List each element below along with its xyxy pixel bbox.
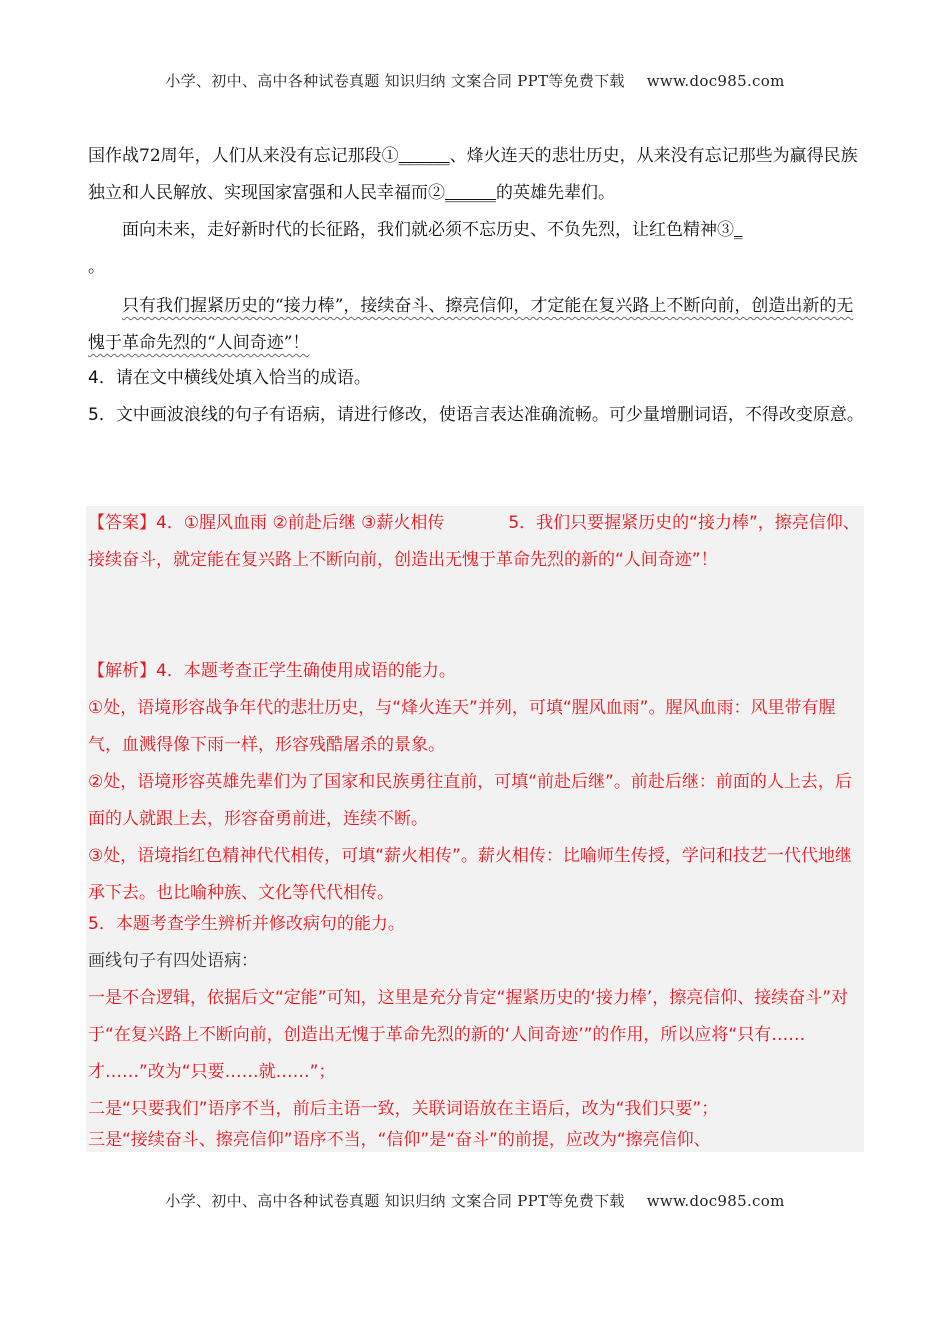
answer-label: 【答案】 [88,513,156,533]
answer-4: 4．①腥风血雨 ②前赴后继 ③薪火相传 [156,513,445,533]
blank-3: _ [734,220,743,240]
header-url[interactable]: www.doc985.com [646,72,785,90]
analysis-line-9: 三是“接续奋斗、擦亮信仰”语序不当，“信仰”是“奋斗”的前提，应改为“擦亮信仰、 [88,1130,711,1150]
question-4: 4．请在文中横线处填入恰当的成语。 [88,368,371,388]
passage-paragraph-2: 面向未来，走好新时代的长征路，我们就必须不忘历史、不负先烈，让红色精神③_ [122,220,743,240]
page-footer [0,1190,950,1211]
blank-1: ______ [398,146,450,166]
passage-paragraph-2-end: 。 [88,257,105,277]
analysis-line-4: ③处，语境指红色精神代代相传，可填“薪火相传”。薪火相传：比喻师生传授，学问和技艺一代代地继承下去。也比喻种族、文化等代代相传。 [88,846,852,903]
analysis-line-8: 二是“只要我们”语序不当，前后主语一致，关联词语放在主语后，改为“我们只要”； [88,1099,719,1119]
blank-2: ______ [445,183,496,203]
passage-paragraph-1: 国作战72周年，人们从来没有忘记那段①______、烽火连天的悲壮历史，从来没有忘记那些为赢得民族独立和人民解放、实现国家富强和人民幸福而②______的英雄先辈们。 [88,146,858,203]
analysis-line-7: 一是不合逻辑，依据后文“定能”可知，这里是充分肯定“握紧历史的‘接力棒’，擦亮信仰、接续奋斗”对于“在复兴路上不断向前，创造出无愧于革命先烈的新的‘人间奇迹’”的作用，所以应将“只有……才……”改为“只要……就……”； [88,988,849,1082]
analysis-line-2: ①处，语境形容战争年代的悲壮历史，与“烽火连天”并列，可填“腥风血雨”。腥风血雨：风里带有腥气，血溅得像下雨一样，形容残酷屠杀的景象。 [88,698,836,755]
analysis-label: 【解析】 [88,661,156,681]
answer-block [88,505,860,579]
passage-wavy-sentence: 只有我们握紧历史的“接力棒”，接续奋斗、擦亮信仰，才定能在复兴路上不断向前，创造出新的无愧于革命先烈的“人间奇迹”！ [88,296,854,353]
question-5: 5．文中画波浪线的句子有语病，请进行修改，使语言表达准确流畅。可少量增删词语，不得改变原意。 [88,405,864,425]
header-text: 小学、初中、高中各种试卷真题 知识归纳 文案合同 PPT等免费下载 [165,72,625,90]
analysis-line-6: 画线句子有四处语病： [88,951,258,971]
analysis-line-3: ②处，语境形容英雄先辈们为了国家和民族勇往直前，可填“前赴后继”。前赴后继：前面的人上去，后面的人就跟上去，形容奋勇前进，连续不断。 [88,772,852,829]
footer-url[interactable]: www.doc985.com [646,1192,785,1210]
analysis-line-5: 5．本题考查学生辨析并修改病句的能力。 [88,914,405,934]
analysis-line-1: 【解析】4．本题考查正学生确使用成语的能力。 [88,661,456,681]
footer-text: 小学、初中、高中各种试卷真题 知识归纳 文案合同 PPT等免费下载 [165,1192,625,1210]
answer-5: 5．我们只要握紧历史的“接力棒”，擦亮信仰、接续奋斗，就定能在复兴路上不断向前，创造出无愧于革命先烈的新的“人间奇迹”！ [88,513,860,570]
page-header [0,70,950,91]
